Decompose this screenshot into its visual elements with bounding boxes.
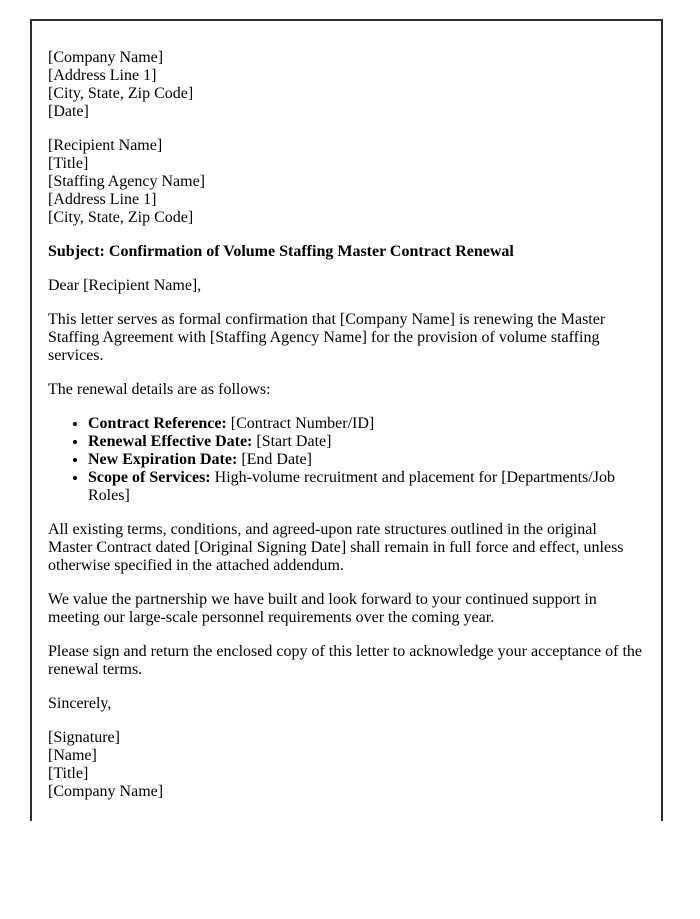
signer-company: [Company Name] [48, 783, 164, 800]
recipient-city-state-zip: [City, State, Zip Code] [48, 209, 194, 226]
renewal-details-list [48, 415, 645, 505]
subject-line: Subject: Confirmation of Volume Staffing Master Contract Renewal [48, 243, 514, 260]
recipient-address-block [48, 137, 645, 227]
list-item-value: [Contract Number/ID] [226, 415, 375, 432]
list-item-label: Contract Reference: [88, 415, 227, 432]
letter-document [30, 19, 663, 821]
closing: Sincerely, [48, 695, 112, 712]
list-item-renewal-effective-date [88, 433, 645, 451]
list-item-new-expiration-date [88, 451, 645, 469]
list-item-label: Scope of Services: [88, 469, 211, 486]
paragraph-details-lead: The renewal details are as follows: [48, 381, 271, 398]
recipient-address-line: [Address Line 1] [48, 191, 157, 208]
letter-date: [Date] [48, 103, 89, 120]
list-item-value: High-volume recruitment and placement for [Departments/Job Roles] [88, 469, 615, 504]
signer-name: [Name] [48, 747, 97, 764]
page-background [0, 19, 700, 919]
list-item-label: Renewal Effective Date: [88, 433, 253, 450]
list-item-scope-of-services [88, 469, 645, 505]
list-item-value: [End Date] [237, 451, 312, 468]
list-item-contract-reference [88, 415, 645, 433]
salutation: Dear [Recipient Name], [48, 277, 202, 294]
signer-title: [Title] [48, 765, 89, 782]
paragraph-sign-return: Please sign and return the enclosed copy of this letter to acknowledge your acceptance of the renewal terms. [48, 643, 642, 678]
recipient-title: [Title] [48, 155, 89, 172]
sender-company: [Company Name] [48, 49, 164, 66]
signature-block [48, 729, 645, 801]
paragraph-partnership: We value the partnership we have built and look forward to your continued support in meeting our large-scale personnel requirements over the coming year. [48, 591, 597, 626]
recipient-agency-name: [Staffing Agency Name] [48, 173, 205, 190]
paragraph-terms: All existing terms, conditions, and agreed-upon rate structures outlined in the original Master Contract dated [Original Signing Date] shall remain in full force and effect, unless otherwise specified in the attached addendum. [48, 521, 624, 574]
sender-city-state-zip: [City, State, Zip Code] [48, 85, 194, 102]
sender-address-block [48, 49, 645, 121]
paragraph-intro: This letter serves as formal confirmation that [Company Name] is renewing the Master Staffing Agreement with [Staffing Agency Name] for the provision of volume staffing services. [48, 311, 606, 364]
signature-placeholder: [Signature] [48, 729, 120, 746]
sender-address-line: [Address Line 1] [48, 67, 157, 84]
list-item-label: New Expiration Date: [88, 451, 238, 468]
list-item-value: [Start Date] [252, 433, 332, 450]
recipient-name: [Recipient Name] [48, 137, 163, 154]
